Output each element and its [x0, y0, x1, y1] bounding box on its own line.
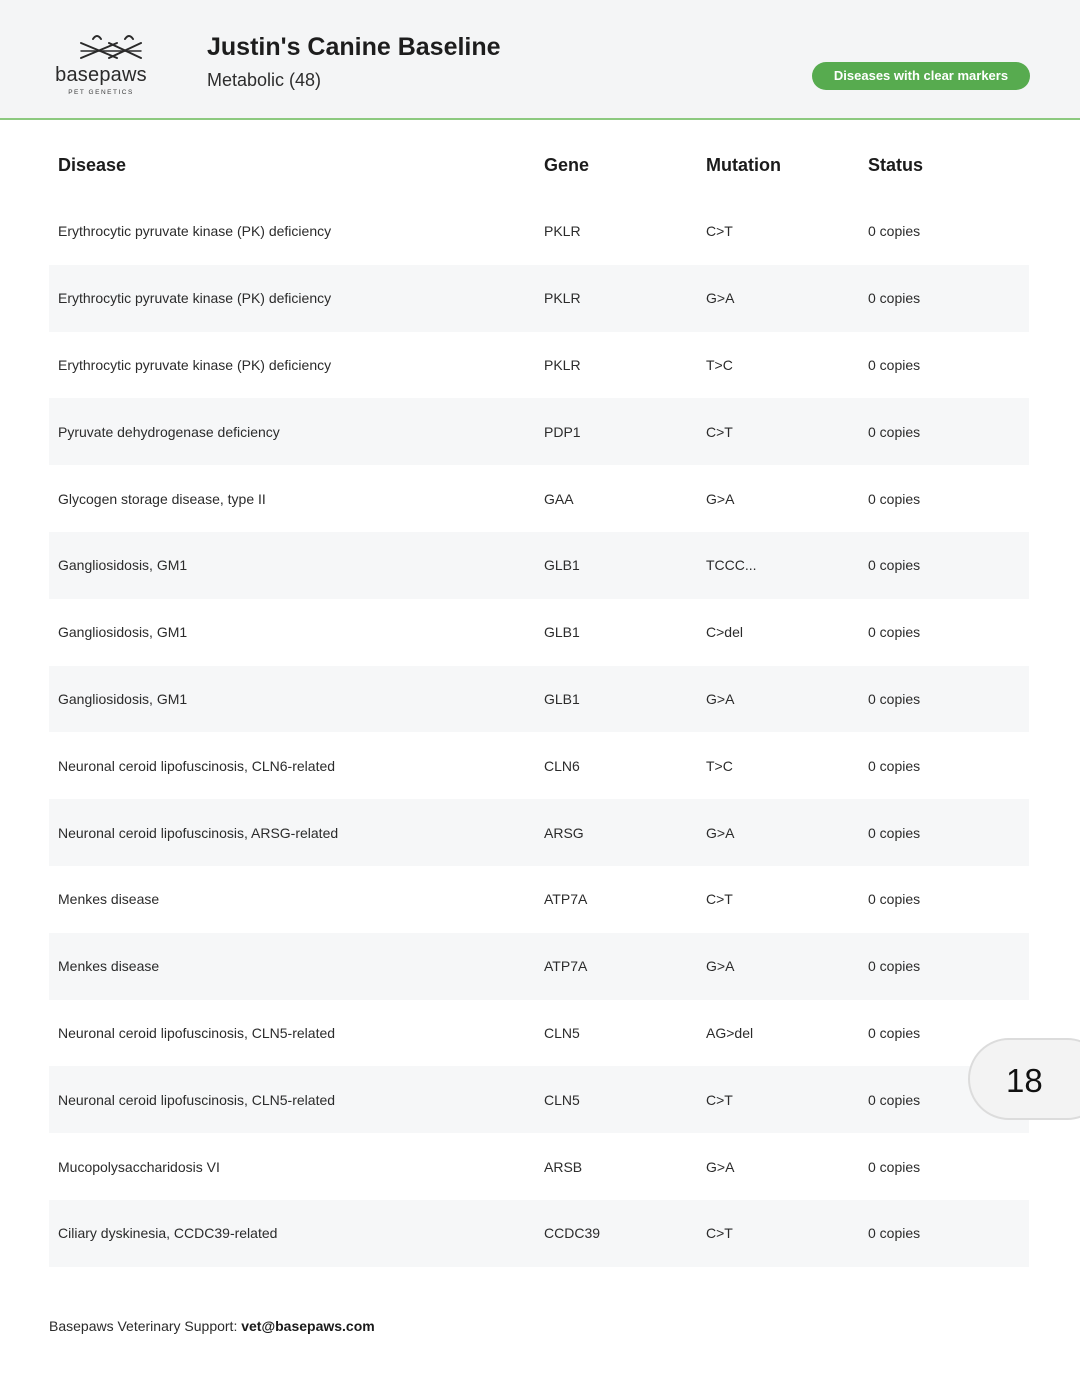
disease-cell: Neuronal ceroid lipofuscinosis, CLN5-related [49, 1066, 535, 1133]
gene-cell: ARSG [535, 799, 697, 866]
status-cell: 0 copies [868, 223, 921, 240]
support-footer [49, 1318, 375, 1334]
gene-cell: CLN6 [544, 757, 580, 774]
report-header [0, 0, 1080, 120]
report-title: Justin's Canine Baseline [207, 33, 501, 61]
table-row [49, 265, 1029, 332]
disease-cell: Neuronal ceroid lipofuscinosis, CLN5-related [58, 1024, 336, 1041]
table-row [49, 1200, 1029, 1267]
cat-face-icon [63, 30, 143, 64]
disease-cell: Gangliosidosis, GM1 [49, 532, 535, 599]
table-row [49, 732, 1029, 799]
mutation-cell: G>A [697, 265, 859, 332]
table-row [49, 1066, 1029, 1133]
status-cell: 0 copies [859, 1066, 1029, 1133]
status-cell: 0 copies [868, 1024, 921, 1041]
mutation-cell: G>A [706, 490, 735, 507]
disease-cell: Neuronal ceroid lipofuscinosis, ARSG-related [49, 799, 535, 866]
support-email[interactable]: vet@basepaws.com [241, 1318, 375, 1334]
status-cell: 0 copies [859, 799, 1029, 866]
disease-cell: Erythrocytic pyruvate kinase (PK) deficiency [58, 356, 332, 373]
mutation-cell: T>C [706, 356, 733, 373]
gene-cell: GLB1 [544, 624, 580, 641]
column-header-mutation: Mutation [706, 154, 781, 175]
disease-cell: Gangliosidosis, GM1 [58, 624, 188, 641]
disease-cell: Erythrocytic pyruvate kinase (PK) deficiency [49, 265, 535, 332]
table-row [49, 398, 1029, 465]
mutation-cell: T>C [706, 757, 733, 774]
mutation-cell: G>A [697, 799, 859, 866]
gene-cell: ATP7A [535, 933, 697, 1000]
gene-cell: CLN5 [535, 1066, 697, 1133]
mutation-cell: C>T [697, 1066, 859, 1133]
status-cell: 0 copies [868, 624, 921, 641]
table-row [49, 332, 1029, 399]
gene-cell: PKLR [535, 265, 697, 332]
logo-tagline: PET GENETICS [68, 89, 134, 96]
logo-wordmark: basepaws [55, 64, 147, 86]
mutation-cell: TCCC... [697, 532, 859, 599]
clear-markers-badge: Diseases with clear markers [812, 62, 1030, 90]
mutation-cell: G>A [706, 1158, 735, 1175]
table-row [49, 933, 1029, 1000]
gene-cell: GLB1 [535, 532, 697, 599]
gene-cell: CLN5 [544, 1024, 580, 1041]
status-cell: 0 copies [868, 356, 921, 373]
table-row [49, 666, 1029, 733]
table-row [49, 198, 1029, 265]
support-label: Basepaws Veterinary Support: [49, 1318, 238, 1334]
table-row [49, 532, 1029, 599]
column-header-disease: Disease [58, 154, 127, 175]
gene-cell: PKLR [544, 223, 581, 240]
disease-cell: Neuronal ceroid lipofuscinosis, CLN6-related [58, 757, 336, 774]
status-cell: 0 copies [868, 1158, 921, 1175]
disease-results-table [49, 132, 1029, 1267]
table-header-row [49, 132, 1029, 198]
disease-cell: Menkes disease [49, 933, 535, 1000]
mutation-cell: C>del [706, 624, 743, 641]
mutation-cell: C>T [697, 1200, 859, 1267]
disease-cell: Mucopolysaccharidosis VI [58, 1158, 220, 1175]
gene-cell: ARSB [544, 1158, 583, 1175]
page-number: 18 [1006, 1062, 1043, 1099]
gene-cell: GLB1 [535, 666, 697, 733]
gene-cell: ATP7A [544, 891, 588, 908]
page-number-tab [968, 1038, 1080, 1120]
table-row [49, 799, 1029, 866]
table-row [49, 599, 1029, 666]
column-header-gene: Gene [544, 154, 590, 175]
status-cell: 0 copies [859, 933, 1029, 1000]
gene-cell: GAA [544, 490, 574, 507]
column-header-status: Status [868, 154, 924, 175]
status-cell: 0 copies [868, 757, 921, 774]
disease-cell: Menkes disease [58, 891, 160, 908]
disease-cell: Erythrocytic pyruvate kinase (PK) deficiency [58, 223, 332, 240]
table-row [49, 1133, 1029, 1200]
mutation-cell: C>T [697, 398, 859, 465]
status-cell: 0 copies [859, 532, 1029, 599]
mutation-cell: C>T [706, 891, 733, 908]
disease-cell: Gangliosidosis, GM1 [49, 666, 535, 733]
table-row [49, 465, 1029, 532]
basepaws-logo [48, 30, 158, 100]
mutation-cell: G>A [697, 933, 859, 1000]
disease-cell: Pyruvate dehydrogenase deficiency [49, 398, 535, 465]
status-cell: 0 copies [868, 490, 921, 507]
mutation-cell: G>A [697, 666, 859, 733]
table-row [49, 1000, 1029, 1067]
status-cell: 0 copies [868, 891, 921, 908]
gene-cell: CCDC39 [535, 1200, 697, 1267]
gene-cell: PDP1 [535, 398, 697, 465]
gene-cell: PKLR [544, 356, 581, 373]
category-subtitle: Metabolic (48) [207, 70, 322, 90]
status-cell: 0 copies [859, 666, 1029, 733]
disease-cell: Glycogen storage disease, type II [58, 490, 266, 507]
mutation-cell: AG>del [706, 1024, 754, 1041]
status-cell: 0 copies [859, 1200, 1029, 1267]
status-cell: 0 copies [859, 265, 1029, 332]
mutation-cell: C>T [706, 223, 733, 240]
table-row [49, 866, 1029, 933]
disease-cell: Ciliary dyskinesia, CCDC39-related [49, 1200, 535, 1267]
status-cell: 0 copies [859, 398, 1029, 465]
